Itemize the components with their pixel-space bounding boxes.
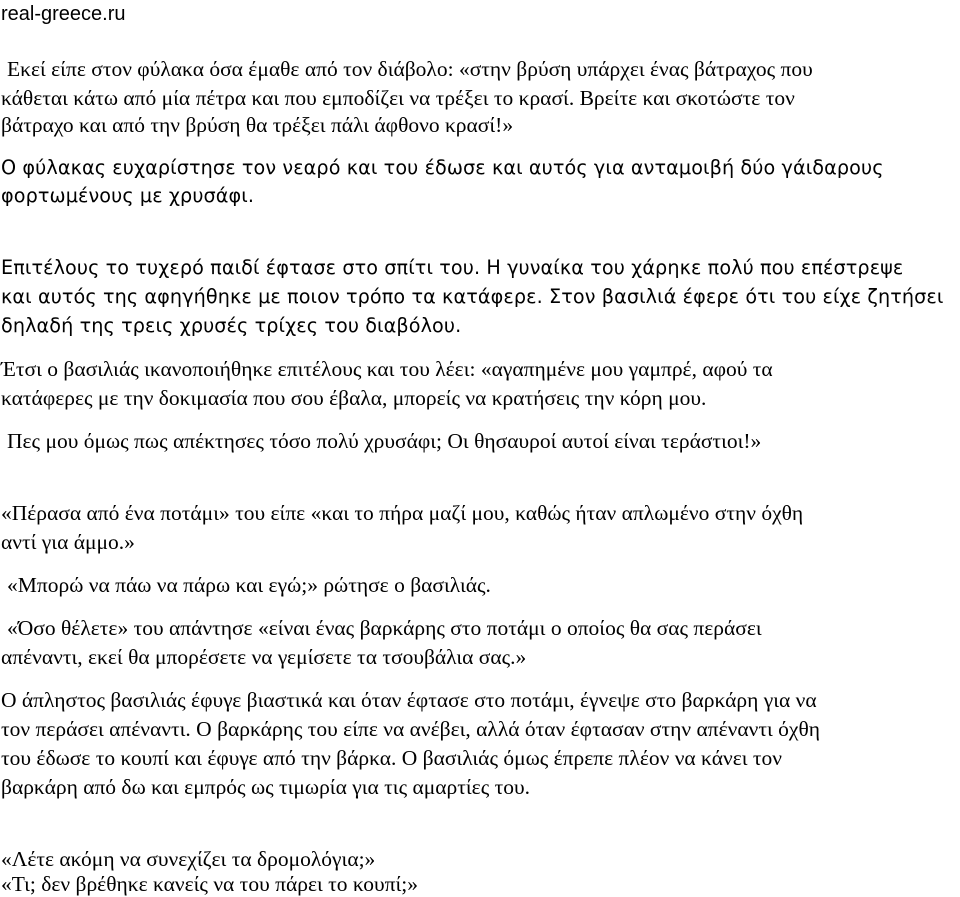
text-line: δηλαδή της τρεις χρυσές τρίχες του διαβόλου. <box>1 314 462 337</box>
text-line: Πες μου όμως πως απέκτησες τόσο πολύ χρυσάφι; Οι θησαυροί αυτοί είναι τεράστιοι!» <box>7 429 762 453</box>
text-line: Ο άπληστος βασιλιάς έφυγε βιαστικά και όταν έφτασε στο ποτάμι, έγνεψε στο βαρκάρη για να <box>1 688 817 712</box>
text-line: «Τι; δεν βρέθηκε κανείς να του πάρει το κουπί;» <box>1 872 419 896</box>
text-line: κάθεται κάτω από μία πέτρα και που εμποδίζει να τρέξει το κρασί. Βρείτε και σκοτώστε τον <box>1 86 795 110</box>
text-line: αντί για άμμο.» <box>1 530 135 554</box>
text-line: απέναντι, εκεί θα μπορέσετε να γεμίσετε τα τσουβάλια σας.» <box>1 645 527 669</box>
text-line: Επιτέλους το τυχερό παιδί έφτασε στο σπίτι του. Η γυναίκα του χάρηκε πολύ που επέστρεψε <box>1 256 904 279</box>
text-line: κατάφερες με την δοκιμασία που σου έβαλα, μπορείς να κρατήσεις την κόρη μου. <box>1 386 707 410</box>
text-line: βάτραχο και από την βρύση θα τρέξει πάλι άφθονο κρασί!» <box>1 113 514 137</box>
text-line: Εκεί είπε στον φύλακα όσα έμαθε από τον διάβολο: «στην βρύση υπάρχει ένας βάτραχος που <box>7 57 813 81</box>
text-line: του έδωσε το κουπί και έφυγε από την βάρκα. Ο βασιλιάς όμως έπρεπε πλέον να κάνει τον <box>1 746 782 770</box>
text-line: και αυτός της αφηγήθηκε με ποιον τρόπο τα κατάφερε. Στον βασιλιά έφερε ότι του είχε ζητήσει <box>1 285 944 308</box>
text-line: Ο φύλακας ευχαρίστησε τον νεαρό και του έδωσε και αυτός για ανταμοιβή δύο γάιδαρους <box>1 156 884 179</box>
site-name: real-greece.ru <box>1 3 126 25</box>
text-line: τον περάσει απέναντι. Ο βαρκάρης του είπε να ανέβει, αλλά όταν έφτασαν στην απέναντι όχθη <box>1 717 820 741</box>
text-line: «Πέρασα από ένα ποτάμι» του είπε «και το πήρα μαζί μου, καθώς ήταν απλωμένο στην όχθη <box>1 501 804 525</box>
text-line: «Όσο θέλετε» του απάντησε «είναι ένας βαρκάρης στο ποτάμι ο οποίος θα σας περάσει <box>7 616 762 640</box>
text-line: «Μπορώ να πάω να πάρω και εγώ;» ρώτησε ο βασιλιάς. <box>7 573 491 597</box>
text-line: «Λέτε ακόμη να συνεχίζει τα δρομολόγια;» <box>1 847 376 871</box>
text-line: φορτωμένους με χρυσάφι. <box>1 184 255 207</box>
text-line: Έτσι ο βασιλιάς ικανοποιήθηκε επιτέλους και του λέει: «αγαπημένε μου γαμπρέ, αφού τα <box>1 357 773 381</box>
text-line: βαρκάρη από δω και εμπρός ως τιμωρία για τις αμαρτίες του. <box>1 775 531 799</box>
